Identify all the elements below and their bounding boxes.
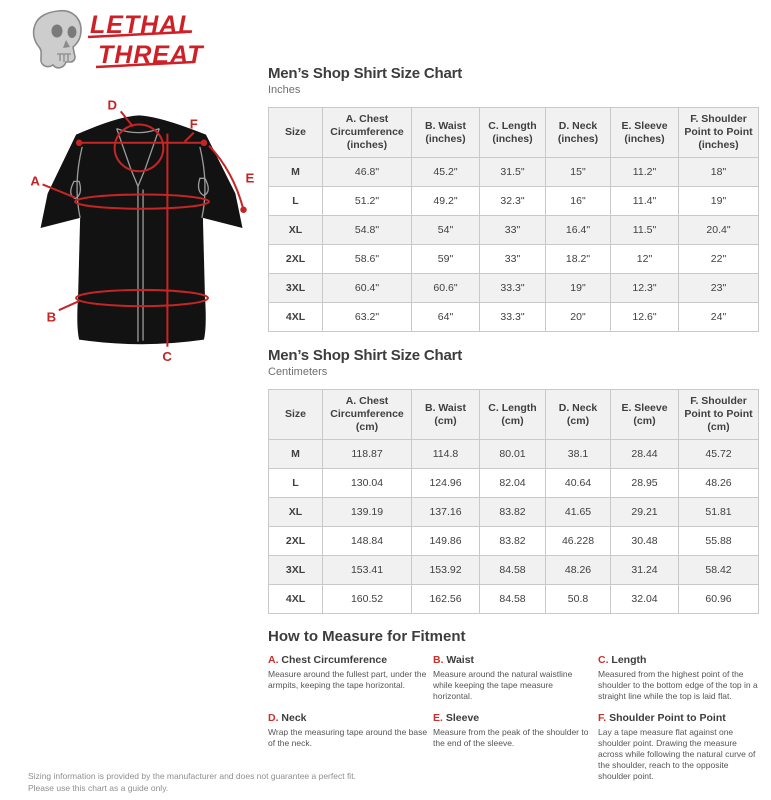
size-cell: M [269, 440, 323, 469]
value-cell: 83.82 [480, 527, 546, 556]
value-cell: 18" [679, 158, 759, 187]
label-e: E [245, 170, 255, 186]
value-cell: 12.3" [611, 274, 679, 303]
value-cell: 18.2" [546, 245, 611, 274]
howto-item-text: Measure around the natural waistline while keeping the tape measure horizontal. [433, 669, 573, 701]
table-row [269, 303, 759, 332]
value-cell: 64" [412, 303, 480, 332]
value-cell: 83.82 [480, 498, 546, 527]
howto-item-title: D. Neck [268, 712, 307, 724]
value-cell: 60.4" [323, 274, 412, 303]
value-cell: 139.19 [323, 498, 412, 527]
value-cell: 33.3" [480, 303, 546, 332]
header-row [269, 390, 759, 440]
value-cell: 33" [480, 216, 546, 245]
column-header: D. Neck (inches) [546, 108, 611, 158]
value-cell: 54" [412, 216, 480, 245]
value-cell: 59" [412, 245, 480, 274]
howto-item-text: Measured from the highest point of the shoulder to the bottom edge of the top in a straight line while the top is laid flat. [598, 669, 758, 701]
value-cell: 20" [546, 303, 611, 332]
value-cell: 32.04 [611, 585, 679, 614]
column-header: B. Waist (inches) [412, 108, 480, 158]
value-cell: 58.6" [323, 245, 412, 274]
value-cell: 11.4" [611, 187, 679, 216]
value-cell: 28.44 [611, 440, 679, 469]
howto-grid [268, 654, 758, 782]
howto-item-letter: F. [598, 712, 610, 724]
value-cell: 148.84 [323, 527, 412, 556]
value-cell: 11.2" [611, 158, 679, 187]
value-cell: 63.2" [323, 303, 412, 332]
footer-line2: Please use this chart as a guide only. [28, 783, 169, 793]
howto-item-letter: C. [598, 654, 612, 666]
size-cell: 3XL [269, 556, 323, 585]
column-header: B. Waist (cm) [412, 390, 480, 440]
content-column [268, 66, 758, 782]
column-header: D. Neck (cm) [546, 390, 611, 440]
howto-item-title: E. Sleeve [433, 712, 480, 724]
howto-title: How to Measure for Fitment [268, 628, 466, 645]
table-subtitle-cm: Centimeters [268, 366, 328, 378]
column-header: Size [269, 390, 323, 440]
column-header: Size [269, 108, 323, 158]
value-cell: 23" [679, 274, 759, 303]
value-cell: 118.87 [323, 440, 412, 469]
value-cell: 31.5" [480, 158, 546, 187]
column-header: E. Sleeve (cm) [611, 390, 679, 440]
value-cell: 19" [679, 187, 759, 216]
howto-item-text: Wrap the measuring tape around the base of the neck. [268, 727, 428, 748]
value-cell: 32.3" [480, 187, 546, 216]
table-row [269, 498, 759, 527]
value-cell: 162.56 [412, 585, 480, 614]
value-cell: 54.8" [323, 216, 412, 245]
size-cell: XL [269, 498, 323, 527]
value-cell: 46.8" [323, 158, 412, 187]
size-cell: M [269, 158, 323, 187]
label-a: A [30, 173, 40, 189]
footer-disclaimer [28, 770, 356, 794]
value-cell: 46.228 [546, 527, 611, 556]
shirt-measurement-diagram [18, 88, 262, 364]
size-cell: L [269, 187, 323, 216]
footer-line1: Sizing information is provided by the manufacturer and does not guarantee a perfect fit. [28, 771, 356, 781]
howto-item-title: F. Shoulder Point to Point [598, 712, 726, 724]
size-cell: 4XL [269, 303, 323, 332]
howto-item [433, 712, 593, 782]
table-row [269, 527, 759, 556]
column-header: E. Sleeve (inches) [611, 108, 679, 158]
label-d: D [107, 97, 118, 113]
value-cell: 16.4" [546, 216, 611, 245]
value-cell: 19" [546, 274, 611, 303]
howto-item-letter: A. [268, 654, 282, 666]
value-cell: 22" [679, 245, 759, 274]
value-cell: 82.04 [480, 469, 546, 498]
table-subtitle-inches: Inches [268, 84, 301, 96]
howto-item-letter: E. [433, 712, 446, 724]
how-to-measure-section [268, 628, 758, 782]
howto-item-title: A. Chest Circumference [268, 654, 388, 666]
logo-line1: LETHAL [90, 11, 195, 39]
label-f: F [189, 116, 198, 132]
value-cell: 60.6" [412, 274, 480, 303]
table-row [269, 158, 759, 187]
value-cell: 58.42 [679, 556, 759, 585]
size-cell: 2XL [269, 527, 323, 556]
howto-item-letter: B. [433, 654, 447, 666]
value-cell: 38.1 [546, 440, 611, 469]
table-row [269, 216, 759, 245]
value-cell: 153.41 [323, 556, 412, 585]
howto-item-text: Lay a tape measure flat against one shoulder point. Drawing the measure across while following the natural curve of the shoulder, reach to the opposite shoulder point. [598, 727, 756, 781]
value-cell: 114.8 [412, 440, 480, 469]
column-header: A. Chest Circumference (cm) [323, 390, 412, 440]
value-cell: 33.3" [480, 274, 546, 303]
value-cell: 124.96 [412, 469, 480, 498]
value-cell: 48.26 [546, 556, 611, 585]
column-header: A. Chest Circumference (inches) [323, 108, 412, 158]
size-table-cm [268, 389, 759, 614]
value-cell: 84.58 [480, 585, 546, 614]
value-cell: 29.21 [611, 498, 679, 527]
table-row [269, 245, 759, 274]
value-cell: 153.92 [412, 556, 480, 585]
size-cell: XL [269, 216, 323, 245]
howto-item [268, 654, 428, 702]
size-table-inches [268, 107, 759, 332]
size-cell: 4XL [269, 585, 323, 614]
skull-icon [34, 11, 81, 68]
howto-item [598, 712, 758, 782]
value-cell: 130.04 [323, 469, 412, 498]
size-cell: 3XL [269, 274, 323, 303]
header-row [269, 108, 759, 158]
howto-item-title: B. Waist [433, 654, 475, 666]
column-header: C. Length (inches) [480, 108, 546, 158]
howto-item [598, 654, 758, 702]
value-cell: 60.96 [679, 585, 759, 614]
howto-item-title: C. Length [598, 654, 647, 666]
value-cell: 31.24 [611, 556, 679, 585]
value-cell: 16" [546, 187, 611, 216]
logo-line2: THREAT [98, 41, 204, 69]
value-cell: 33" [480, 245, 546, 274]
value-cell: 55.88 [679, 527, 759, 556]
table-row [269, 274, 759, 303]
label-c: C [162, 348, 172, 364]
howto-item-text: Measure from the peak of the shoulder to the end of the sleeve. [433, 727, 589, 748]
value-cell: 24" [679, 303, 759, 332]
column-header: F. Shoulder Point to Point (inches) [679, 108, 759, 158]
value-cell: 149.86 [412, 527, 480, 556]
label-b: B [46, 309, 57, 325]
table-row [269, 187, 759, 216]
table-row [269, 556, 759, 585]
value-cell: 45.2" [412, 158, 480, 187]
howto-item-letter: D. [268, 712, 282, 724]
size-table-inches-section [268, 66, 758, 332]
value-cell: 48.26 [679, 469, 759, 498]
value-cell: 51.81 [679, 498, 759, 527]
table-title-inches: Men’s Shop Shirt Size Chart [268, 65, 463, 82]
table-row [269, 440, 759, 469]
column-header: C. Length (cm) [480, 390, 546, 440]
size-table-cm-section [268, 348, 758, 614]
column-header: F. Shoulder Point to Point (cm) [679, 390, 759, 440]
value-cell: 50.8 [546, 585, 611, 614]
value-cell: 160.52 [323, 585, 412, 614]
value-cell: 41.65 [546, 498, 611, 527]
table-row [269, 469, 759, 498]
value-cell: 49.2" [412, 187, 480, 216]
value-cell: 45.72 [679, 440, 759, 469]
howto-item [433, 654, 593, 702]
lethal-threat-logo [26, 4, 238, 82]
value-cell: 137.16 [412, 498, 480, 527]
table-title-cm: Men’s Shop Shirt Size Chart [268, 347, 463, 364]
value-cell: 11.5" [611, 216, 679, 245]
value-cell: 15" [546, 158, 611, 187]
size-cell: 2XL [269, 245, 323, 274]
value-cell: 12.6" [611, 303, 679, 332]
value-cell: 51.2" [323, 187, 412, 216]
value-cell: 80.01 [480, 440, 546, 469]
b-pointer-line [59, 301, 79, 310]
value-cell: 30.48 [611, 527, 679, 556]
value-cell: 12" [611, 245, 679, 274]
value-cell: 84.58 [480, 556, 546, 585]
value-cell: 28.95 [611, 469, 679, 498]
value-cell: 40.64 [546, 469, 611, 498]
howto-item-text: Measure around the fullest part, under the armpits, keeping the tape horizontal. [268, 669, 427, 690]
size-cell: L [269, 469, 323, 498]
value-cell: 20.4" [679, 216, 759, 245]
table-row [269, 585, 759, 614]
